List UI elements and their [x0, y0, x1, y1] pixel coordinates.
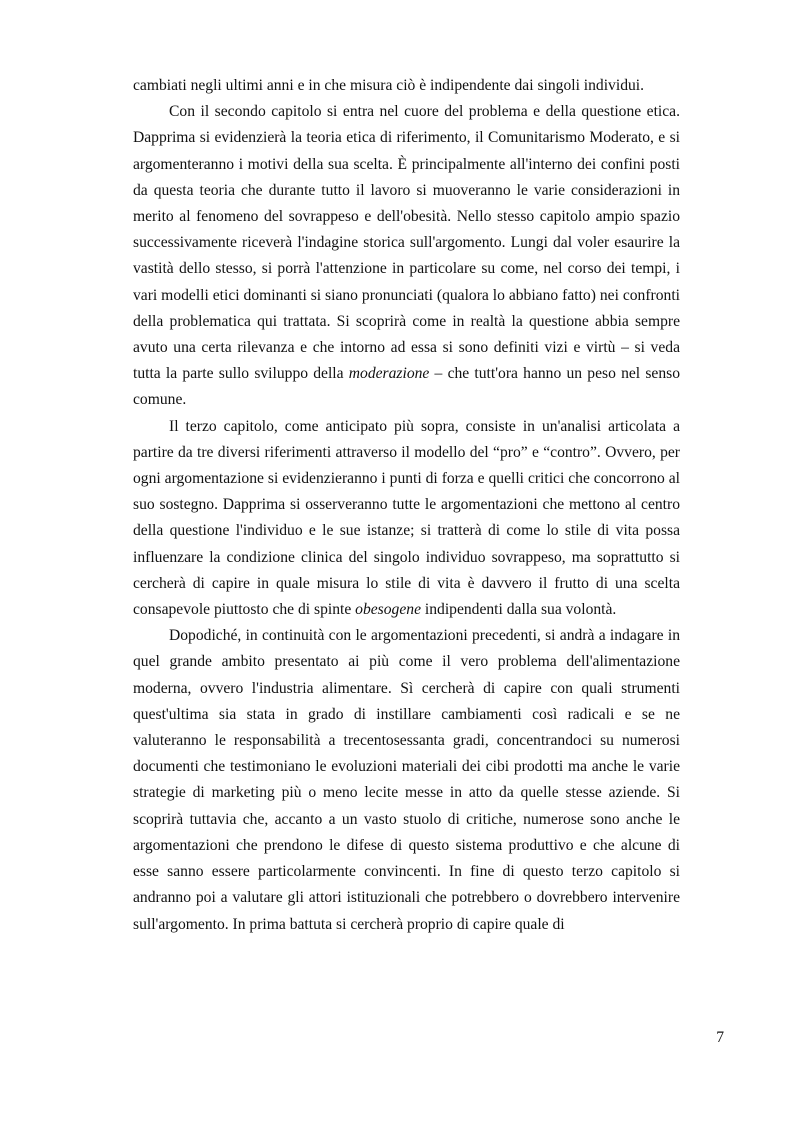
paragraph-3 [133, 414, 680, 624]
paragraph-2-emphasis: moderazione [348, 365, 430, 383]
paragraph-1-text: cambiati negli ultimi anni e in che misura ciò è indipendente dai singoli individui. [133, 77, 645, 94]
paragraph-2-text-a: Con il secondo capitolo si entra nel cuore del problema e della questione etica. Dapprima si evidenzierà la teoria etica di riferimento, il Comunitarismo Moderato, e si argomenteranno i motivi della sua scelta. È principalmente all'interno dei confini posti da questa teoria che durante tutto il lavoro si muoveranno le varie considerazioni in merito al fenomeno del sovrappeso e dell'obesità. Nello stesso capitolo ampio spazio successivamente riceverà l'indagine storica sull'argomento. Lungi dal voler esaurire la vastità dello stesso, si porrà l'attenzione in particolare su come, nel corso dei tempi, i vari modelli etici dominanti si siano pronunciati (qualora lo abbiano fatto) nei confronti della problematica qui trattata. Si scoprirà come in realtà la questione abbia sempre avuto una certa rilevanza e che intorno ad essa si sono definiti vizi e virtù – si veda tutta la parte sullo sviluppo della [133, 103, 680, 383]
paragraph-1 [133, 73, 680, 99]
paragraph-2 [133, 99, 680, 413]
paragraph-3-text-b: indipendenti dalla sua volontà. [421, 601, 617, 619]
page-number: 7 [716, 1029, 724, 1046]
paragraph-3-emphasis: obesogene [355, 601, 421, 619]
paragraph-2-text-b: – che tutt'ora hanno un peso nel senso comune. [133, 365, 680, 409]
body-text [133, 73, 680, 938]
paragraph-3-text-a: Il terzo capitolo, come anticipato più sopra, consiste in un'analisi articolata a partire da tre diversi riferimenti attraverso il modello del “pro” e “contro”. Ovvero, per ogni argomentazione si evidenzieranno i punti di forza e quelli critici che concorrono al suo sostegno. Dapprima si osserveranno tutte le argomentazioni che mettono al centro della questione l'individuo e le sue istanze; si tratterà di come lo stile di vita possa influenzare la condizione clinica del singolo individuo sovrappeso, ma soprattutto si cercherà di capire in quale misura lo stile di vita è davvero il frutto di una scelta consapevole piuttosto che di spinte [133, 417, 680, 619]
paragraph-4-text: Dopodiché, in continuità con le argomentazioni precedenti, si andrà a indagare in quel grande ambito presentato ai più come il vero problema dell'alimentazione moderna, ovvero l'industria alimentare. Sì cercherà di capire con quali strumenti quest'ultima sia stata in grado di instillare cambiamenti così radicali e se ne valuteranno le responsabilità a trecentosessanta gradi, concentrandoci su numerosi documenti che testimoniano le evoluzioni materiali dei cibi prodotti ma anche le varie strategie di marketing più o meno lecite messe in atto da quelle stesse aziende. Si scoprirà tuttavia che, accanto a un vasto stuolo di critiche, numerose sono anche le argomentazioni che prendono le difese di questo sistema produttivo e che alcune di esse sanno essere particolarmente convincenti. In fine di questo terzo capitolo si andranno poi a valutare gli attori istituzionali che potrebbero o dovrebbero intervenire sull'argomento. In prima battuta si cercherà proprio di capire quale di [133, 627, 680, 933]
paragraph-4 [133, 623, 680, 937]
